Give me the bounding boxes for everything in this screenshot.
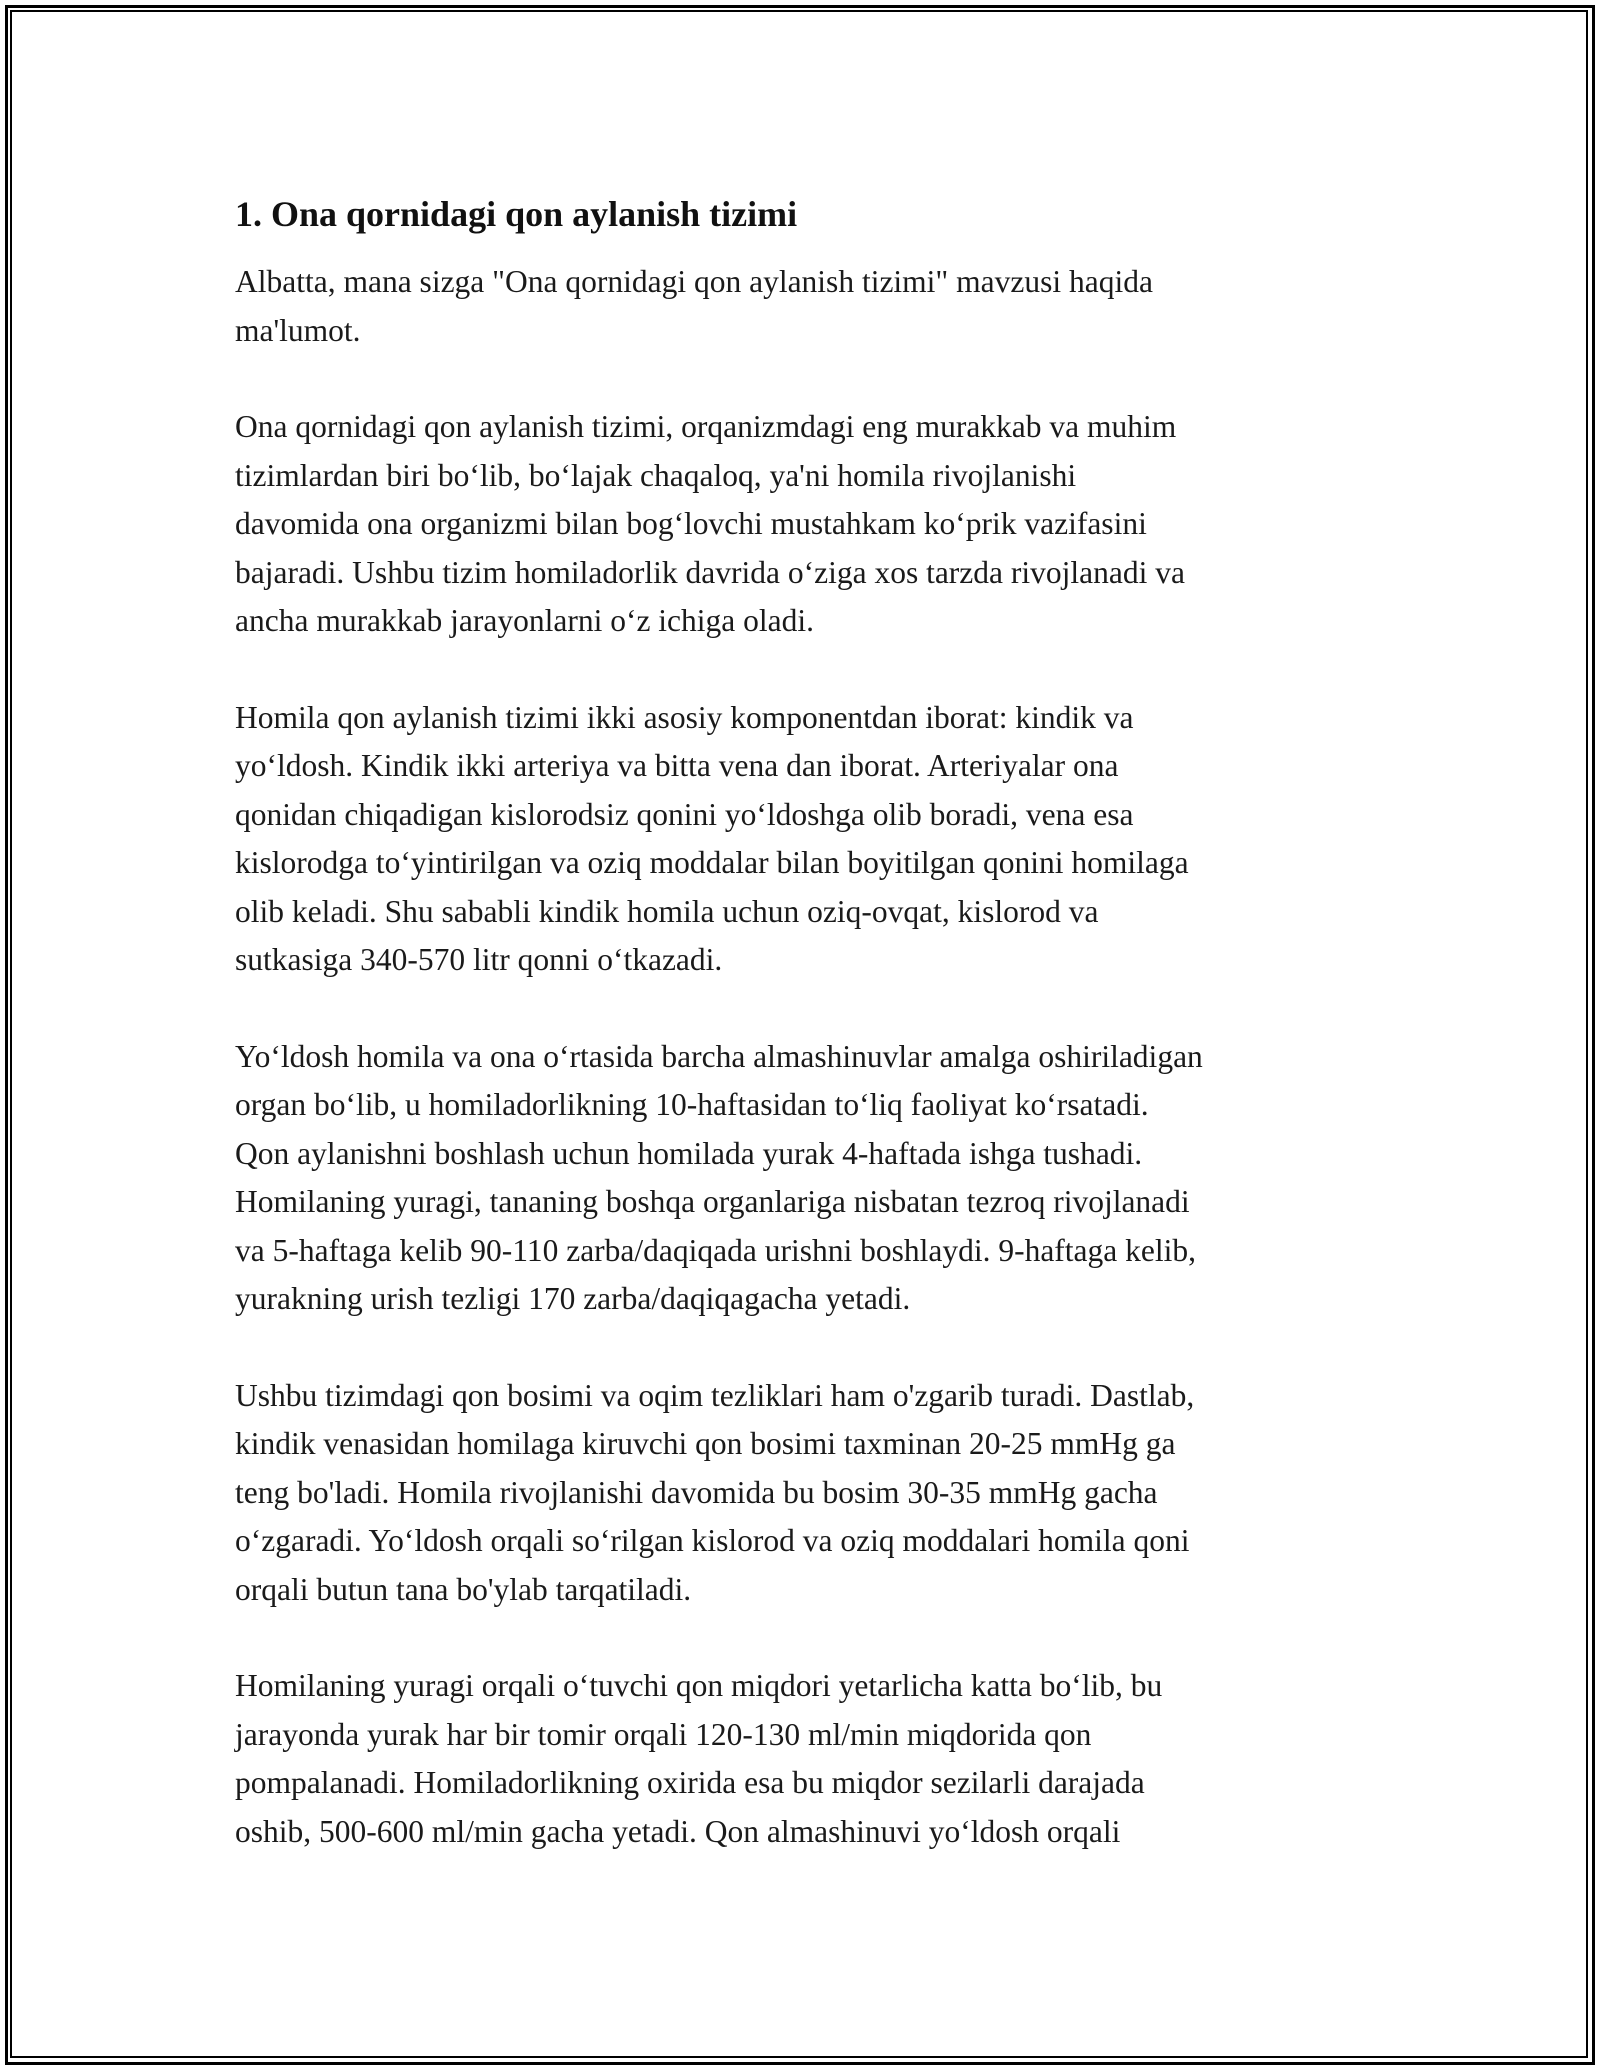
paragraph-blood-pressure: Ushbu tizimdagi qon bosimi va oqim tezliklari ham o'zgarib turadi. Dastlab, kindik venasidan homilaga kiruvchi qon bosimi taxminan 20-25 mmHg ga teng bo'ladi. Homila rivojlanishi davomida bu bosim 30-35 mmHg gacha oʻzgaradi. Yoʻldosh orqali soʻrilgan kislorod va oziq moddalari homila qoni orqali butun tana bo'ylab tarqatiladi. xyxy=(235,1377,1195,1607)
paragraph-placenta-heart: Yoʻldosh homila va ona oʻrtasida barcha almashinuvlar amalga oshiriladigan organ boʻlib, u homiladorlikning 10-haftasidan toʻliq faoliyat koʻrsatadi. Qon aylanishni boshlash uchun homilada yurak 4-haftada ishga tushadi. Homilaning yuragi, tananing boshqa organlariga nisbatan tezroq rivojlanadi va 5-haftaga kelib 90-110 zarba/daqiqada urishni boshlaydi. 9-haftaga kelib, yurakning urish tezligi 170 zarba/daqiqagacha yetadi. xyxy=(235,1038,1203,1316)
paragraph-overview: Ona qornidagi qon aylanish tizimi, orqanizmdagi eng murakkab va muhim tizimlardan biri boʻlib, boʻlajak chaqaloq, ya'ni homila rivojlanishi davomida ona organizmi bilan bogʻlovchi mustahkam koʻprik vazifasini bajaradi. Ushbu tizim homiladorlik davrida oʻziga xos tarzda rivojlanadi va ancha murakkab jarayonlarni oʻz ichiga oladi. xyxy=(235,409,1185,638)
paragraph-blood-volume: Homilaning yuragi orqali oʻtuvchi qon miqdori yetarlicha katta boʻlib, bu jarayonda yurak har bir tomir orqali 120-130 ml/min miqdorida qon pompalanadi. Homiladorlikning oxirida esa bu miqdor sezilarli darajada oshib, 500-600 ml/min gacha yetadi. Qon almashinuvi yoʻldosh orqali xyxy=(235,1668,1163,1849)
section-heading: 1. Ona qornidagi qon aylanish tizimi xyxy=(235,194,798,234)
document-body xyxy=(235,190,1365,1904)
paragraph-intro: Albatta, mana sizga "Ona qornidagi qon aylanish tizimi" mavzusi haqida ma'lumot. xyxy=(235,264,1153,348)
paragraph-components: Homila qon aylanish tizimi ikki asosiy komponentdan iborat: kindik va yoʻldosh. Kindik ikki arteriya va bitta vena dan iborat. Arteriyalar ona qonidan chiqadigan kislorodsiz qonini yoʻldoshga olib boradi, vena esa kislorodga toʻyintirilgan va oziq moddalar bilan boyitilgan qonini homilaga olib keladi. Shu sababli kindik homila uchun oziq-ovqat, kislorod va sutkasiga 340-570 litr qonni oʻtkazadi. xyxy=(235,699,1189,977)
